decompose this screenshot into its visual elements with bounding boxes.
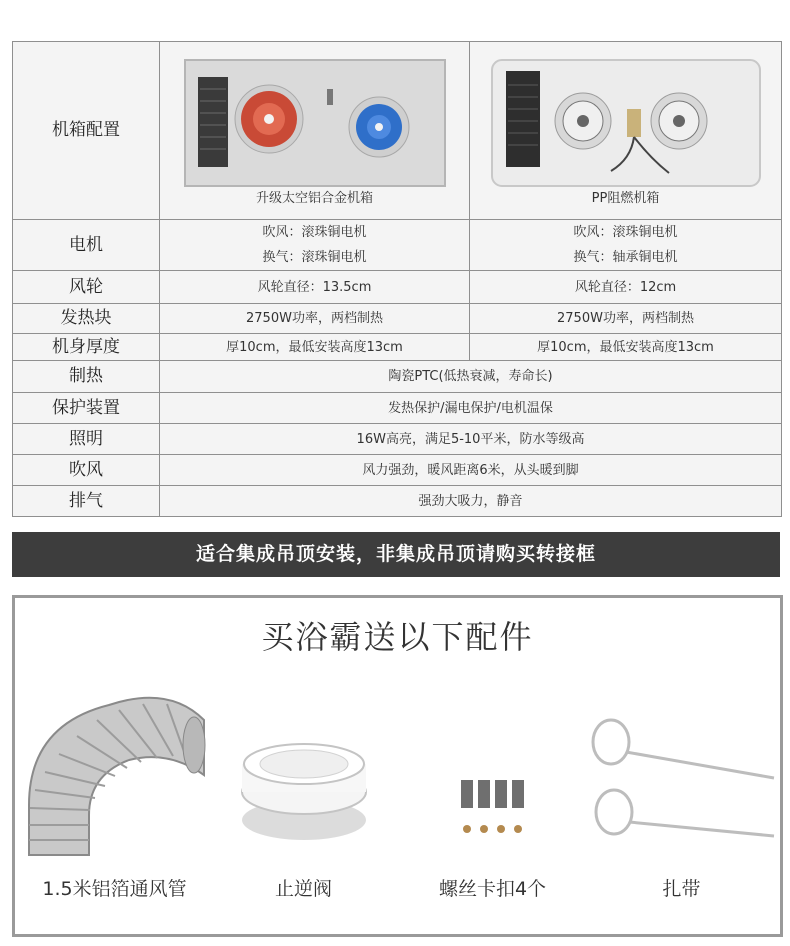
motor-label: 电机 <box>13 220 160 271</box>
aluminum-box-caption: 升级太空铝合金机箱 <box>255 190 373 206</box>
heating-value: 陶瓷PTC(低热衰减，寿命长) <box>160 361 782 393</box>
heating-label: 制热 <box>13 361 160 393</box>
exhaust-row <box>13 486 782 517</box>
blowing-value: 风力强劲，暖风距离6米，从头暖到脚 <box>160 455 782 486</box>
blowing-row <box>13 455 782 486</box>
accessory-ties <box>586 680 777 930</box>
lighting-value: 16W高亮，满足5-10平米，防水等级高 <box>160 424 782 455</box>
heater-right: 2750W功率，两档制热 <box>470 304 782 334</box>
blowing-label: 吹风 <box>13 455 160 486</box>
cable-ties-icon <box>586 680 777 860</box>
motor-left-line1: 吹风：滚珠铜电机 <box>262 225 367 240</box>
config-row <box>13 42 782 220</box>
screw-clips-icon <box>397 680 588 860</box>
motor-left-cell <box>160 220 470 271</box>
pp-box-cell <box>470 42 782 220</box>
wheel-right: 风轮直径：12cm <box>470 271 782 304</box>
thickness-right: 厚10cm，最低安装高度13cm <box>470 334 782 361</box>
duct-icon <box>19 680 210 860</box>
check-valve-icon <box>208 680 399 860</box>
accessory-clips <box>397 680 588 930</box>
motor-right-line1: 吹风：滚珠铜电机 <box>573 225 678 240</box>
accessories-panel <box>12 595 783 937</box>
motor-right-line2: 换气：轴承铜电机 <box>573 250 678 265</box>
accessories-title: 买浴霸送以下配件 <box>261 618 534 656</box>
protection-value: 发热保护/漏电保护/电机温保 <box>160 393 782 424</box>
aluminum-box-cell <box>160 42 470 220</box>
lighting-label: 照明 <box>13 424 160 455</box>
accessory-ties-label: 扎带 <box>662 878 701 900</box>
wheel-row <box>13 271 782 304</box>
aluminum-box-image <box>184 59 446 187</box>
motor-row <box>13 220 782 271</box>
spec-table <box>12 41 782 517</box>
accessory-clips-label: 螺丝卡扣4个 <box>438 878 547 900</box>
thickness-label: 机身厚度 <box>13 334 160 361</box>
accessory-valve-label: 止逆阀 <box>274 878 332 900</box>
config-label: 机箱配置 <box>13 42 160 220</box>
motor-left-line2: 换气：滚珠铜电机 <box>262 250 367 265</box>
heating-row <box>13 361 782 393</box>
thickness-left: 厚10cm，最低安装高度13cm <box>160 334 470 361</box>
wheel-left: 风轮直径：13.5cm <box>160 271 470 304</box>
exhaust-value: 强劲大吸力，静音 <box>160 486 782 517</box>
accessory-duct-label: 1.5米铝箔通风管 <box>42 878 187 900</box>
pp-box-image <box>491 59 761 187</box>
protection-row <box>13 393 782 424</box>
pp-box-caption: PP阻燃机箱 <box>591 190 660 206</box>
accessory-duct <box>19 680 210 930</box>
heater-row <box>13 304 782 334</box>
lighting-row <box>13 424 782 455</box>
protection-label: 保护装置 <box>13 393 160 424</box>
install-notice-banner: 适合集成吊顶安装，非集成吊顶请购买转接框 <box>12 532 780 577</box>
wheel-label: 风轮 <box>13 271 160 304</box>
heater-left: 2750W功率，两档制热 <box>160 304 470 334</box>
motor-right-cell <box>470 220 782 271</box>
heater-label: 发热块 <box>13 304 160 334</box>
thickness-row <box>13 334 782 361</box>
exhaust-label: 排气 <box>13 486 160 517</box>
accessory-valve <box>208 680 399 930</box>
